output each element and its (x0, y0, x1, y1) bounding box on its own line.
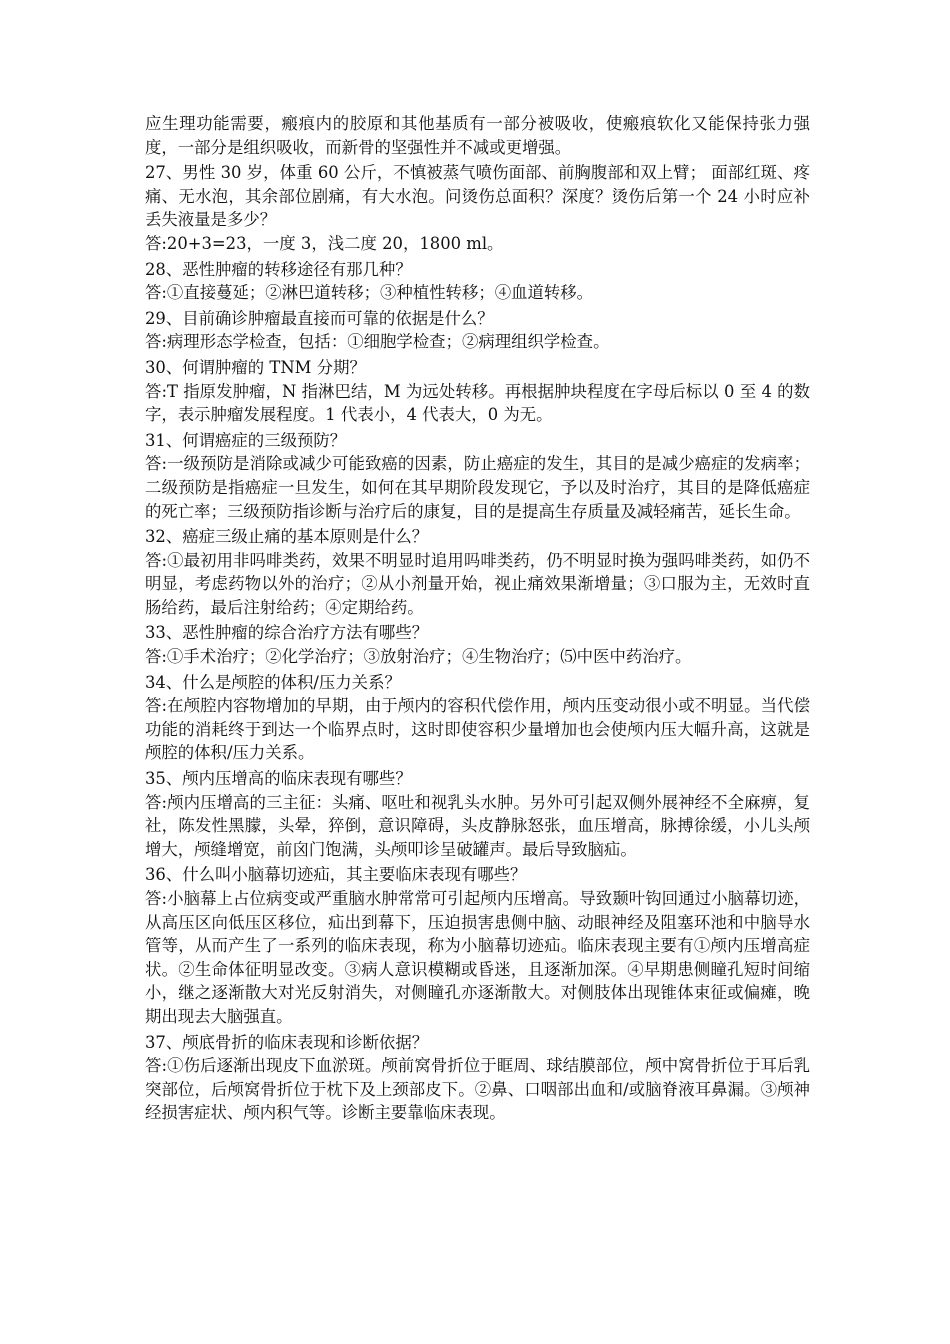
answer-30: 答:T 指原发肿瘤，N 指淋巴结，M 为远处转移。再根据肿块程度在字母后标以 0 至 4 的数字，表示肿瘤发展程度。1 代表小，4 代表大，0 为无。 (145, 381, 810, 425)
question-29: 29、目前确诊肿瘤最直接而可靠的依据是什么？ (145, 308, 494, 328)
question-33: 33、恶性肿瘤的综合治疗方法有哪些？ (145, 623, 429, 643)
question-28: 28、恶性肿瘤的转移途径有那几种？ (145, 259, 412, 279)
document-page (145, 112, 810, 1125)
question-31: 31、何谓癌症的三级预防？ (145, 430, 347, 450)
answer-32: 答:①最初用非吗啡类药，效果不明显时追用吗啡类药，仍不明显时换为强吗啡类药，如仍不明显，考虑药物以外的治疗；②从小剂量开始，视止痛效果渐增量；③口服为主，无效时直肠给药，最后注射给药；④定期给药。 (145, 550, 810, 617)
question-37: 37、颅底骨折的临床表现和诊断依据？ (145, 1032, 429, 1052)
question-34: 34、什么是颅腔的体积/压力关系？ (145, 672, 401, 692)
answer-29: 答:病理形态学检查，包括：①细胞学检查；②病理组织学检查。 (145, 332, 610, 352)
answer-31: 答:一级预防是消除或减少可能致癌的因素，防止癌症的发生，其目的是减少癌症的发病率；二级预防是指癌症一旦发生，如何在其早期阶段发现它，予以及时治疗，其目的是降低癌症的死亡率；三级预防指诊断与治疗后的康复，目的是提高生存质量及减轻痛苦，延长生命。 (145, 454, 810, 521)
question-30: 30、何谓肿瘤的 TNM 分期？ (145, 357, 366, 377)
answer-33: 答:①手术治疗；②化学治疗；③放射治疗；④生物治疗；⑸中医中药治疗。 (145, 647, 692, 667)
question-35: 35、颅内压增高的临床表现有哪些？ (145, 769, 412, 789)
answer-27: 答:20+3=23，一度 3，浅二度 20，1800 ml。 (145, 233, 504, 253)
answer-34: 答:在颅腔内容物增加的早期，由于颅内的容积代偿作用，颅内压变动很小或不明显。当代偿功能的消耗终于到达一个临界点时，这时即使容积少量增加也会使颅内压大幅升高，这就是颅腔的体积/压力关系。 (145, 696, 810, 763)
question-32: 32、癌症三级止痛的基本原则是什么？ (145, 527, 429, 547)
answer-35: 答:颅内压增高的三主征：头痛、呕吐和视乳头水肿。另外可引起双侧外展神经不全麻痹，复社，陈发性黑朦，头晕，猝倒，意识障碍，头皮静脉怒张，血压增高，脉搏徐缓，小儿头颅增大，颅缝增宽，前囟门饱满，头颅叩诊呈破罐声。最后导致脑疝。 (145, 792, 810, 859)
question-36: 36、什么叫小脑幕切迹疝，其主要临床表现有哪些？ (145, 865, 527, 885)
answer-37: 答:①伤后逐渐出现皮下血淤斑。颅前窝骨折位于眶周、球结膜部位，颅中窝骨折位于耳后乳突部位，后颅窝骨折位于枕下及上颈部皮下。②鼻、口咽部出血和/或脑脊液耳鼻漏。③颅神经损害症状、颅内积气等。诊断主要靠临床表现。 (145, 1056, 810, 1123)
answer-36: 答:小脑幕上占位病变或严重脑水肿常常可引起颅内压增高。导致颞叶钩回通过小脑幕切迹，从高压区向低压区移位，疝出到幕下，压迫损害患侧中脑、动眼神经及阻塞环池和中脑导水管等，从而产生了一系列的临床表现，称为小脑幕切迹疝。临床表现主要有①颅内压增高症状。②生命体征明显改变。③病人意识模糊或昏迷，且逐渐加深。④早期患侧瞳孔短时间缩小，继之逐渐散大对光反射消失，对侧瞳孔亦逐渐散大。对侧肢体出现锥体束征或偏瘫，晚期出现去大脑强直。 (145, 889, 810, 1026)
question-27: 27、男性 30 岁，体重 60 公斤，不慎被蒸气喷伤面部、前胸腹部和双上臂； 面部红斑、疼痛、无水泡，其余部位剧痛，有大水泡。问烫伤总面积？深度？烫伤后第一个 24 小时应补丢失液量是多少？ (145, 163, 810, 230)
answer-paragraph: 应生理功能需要，瘢痕内的胶原和其他基质有一部分被吸收，使瘢痕软化又能保持张力强度，一部分是组织吸收，而新骨的坚强性并不减或更增强。 (145, 114, 810, 157)
answer-28: 答:①直接蔓延；②淋巴道转移；③种植性转移；④血道转移。 (145, 283, 594, 303)
